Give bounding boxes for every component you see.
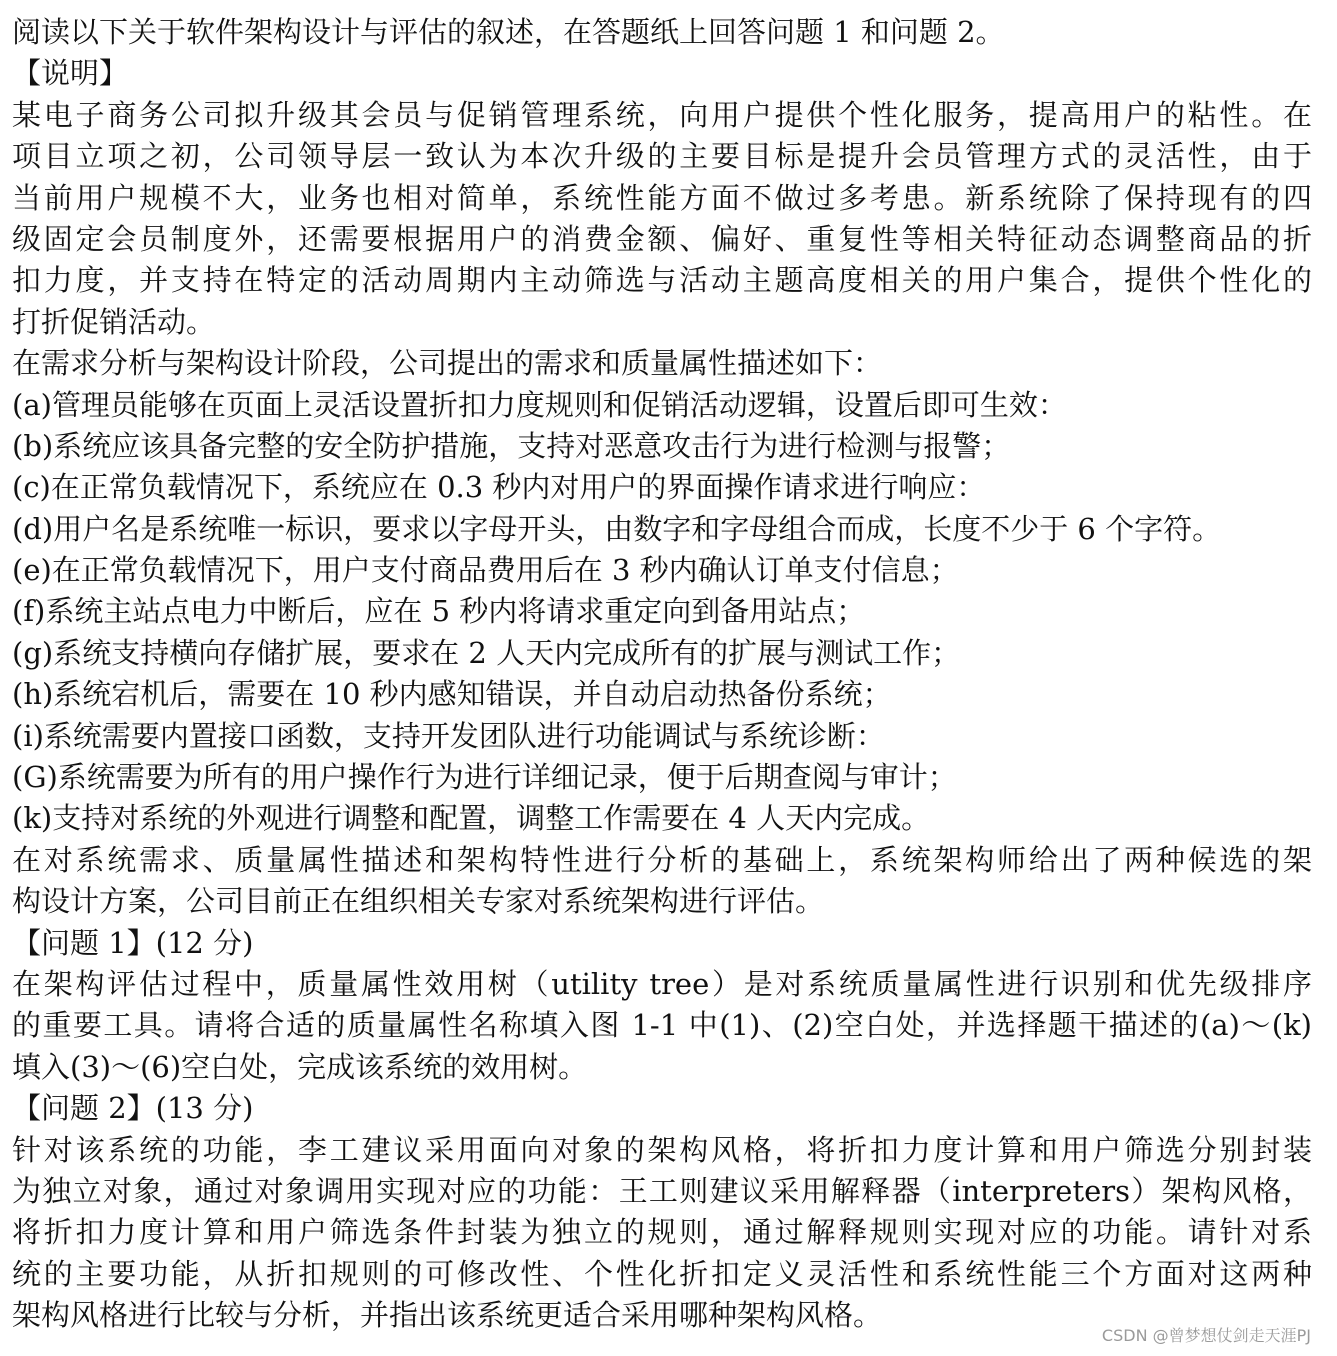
text-line: (G)系统需要为所有的用户操作行为进行详细记录，便于后期查阅与审计； <box>12 760 957 795</box>
text-line: 为独立对象，通过对象调用实现对应的功能：王工则建议采用解释器（interpreters）架构风格， <box>12 1173 1312 1208</box>
text-line: (f)系统主站点电力中断后，应在 5 秒内将请求重定向到备用站点； <box>12 594 866 629</box>
text-line: 统的主要功能，从折扣规则的可修改性、个性化折扣定义灵活性和系统性能三个方面对这两种 <box>12 1256 1312 1291</box>
text-line: (c)在正常负载情况下，系统应在 0.3 秒内对用户的界面操作请求进行响应： <box>12 470 986 505</box>
text-line: (e)在正常负载情况下，用户支付商品费用后在 3 秒内确认订单支付信息； <box>12 553 959 588</box>
text-line: 在架构评估过程中，质量属性效用树（utility tree）是对系统质量属性进行识别和优先级排序 <box>12 966 1312 1001</box>
text-line: 的重要工具。请将合适的质量属性名称填入图 1-1 中(1)、(2)空白处，并选择题干描述的(a)～(k) <box>12 1008 1312 1043</box>
text-line: 填入(3)～(6)空白处，完成该系统的效用树。 <box>12 1049 588 1084</box>
text-line: 级固定会员制度外，还需要根据用户的消费金额、偏好、重复性等相关特征动态调整商品的折 <box>12 221 1312 256</box>
text-line: 某电子商务公司拟升级其会员与促销管理系统，向用户提供个性化服务，提高用户的粘性。在 <box>12 97 1312 132</box>
text-line: (g)系统支持横向存储扩展，要求在 2 人天内完成所有的扩展与测试工作； <box>12 635 961 670</box>
text-line: 打折促销活动。 <box>12 304 216 339</box>
text-line: 针对该系统的功能，李工建议采用面向对象的架构风格，将折扣力度计算和用户筛选分别封装 <box>12 1132 1312 1167</box>
text-line: 架构风格进行比较与分析，并指出该系统更适合采用哪种架构风格。 <box>12 1298 883 1333</box>
text-line: 【问题 1】(12 分) <box>12 925 254 960</box>
text-line: 在需求分析与架构设计阶段，公司提出的需求和质量属性描述如下： <box>12 346 883 381</box>
text-line: (b)系统应该具备完整的安全防护措施，支持对恶意攻击行为进行检测与报警； <box>12 428 1011 463</box>
text-line: (d)用户名是系统唯一标识，要求以字母开头，由数字和字母组合而成，长度不少于 6 个字符。 <box>12 511 1222 546</box>
document-body <box>12 12 1312 1337</box>
csdn-watermark: CSDN @曾梦想仗剑走天涯PJ <box>1101 1326 1311 1345</box>
text-line: 项目立项之初，公司领导层一致认为本次升级的主要目标是提升会员管理方式的灵活性，由于 <box>12 139 1312 174</box>
text-line: 【问题 2】(13 分) <box>12 1091 254 1126</box>
text-line: 当前用户规模不大，业务也相对简单，系统性能方面不做过多考患。新系统除了保持现有的四 <box>12 180 1312 215</box>
text-line: (h)系统宕机后，需要在 10 秒内感知错误，并自动启动热备份系统； <box>12 677 892 712</box>
text-line: 构设计方案，公司目前正在组织相关专家对系统架构进行评估。 <box>12 884 825 919</box>
text-line: (a)管理员能够在页面上灵活设置折扣力度规则和促销活动逻辑，设置后即可生效： <box>12 387 1067 422</box>
text-line: 【说明】 <box>12 56 129 91</box>
text-line: 在对系统需求、质量属性描述和架构特性进行分析的基础上，系统架构师给出了两种候选的架 <box>12 842 1312 877</box>
text-line: (i)系统需要内置接口函数，支持开发团队进行功能调试与系统诊断： <box>12 718 885 753</box>
text-line: 阅读以下关于软件架构设计与评估的叙述，在答题纸上回答问题 1 和问题 2。 <box>12 15 1005 49</box>
text-line: 扣力度，并支持在特定的活动周期内主动筛选与活动主题高度相关的用户集合，提供个性化的 <box>12 263 1312 298</box>
text-line: 将折扣力度计算和用户筛选条件封装为独立的规则，通过解释规则实现对应的功能。请针对系 <box>12 1215 1312 1250</box>
text-line: (k)支持对系统的外观进行调整和配置，调整工作需要在 4 人天内完成。 <box>12 801 931 836</box>
